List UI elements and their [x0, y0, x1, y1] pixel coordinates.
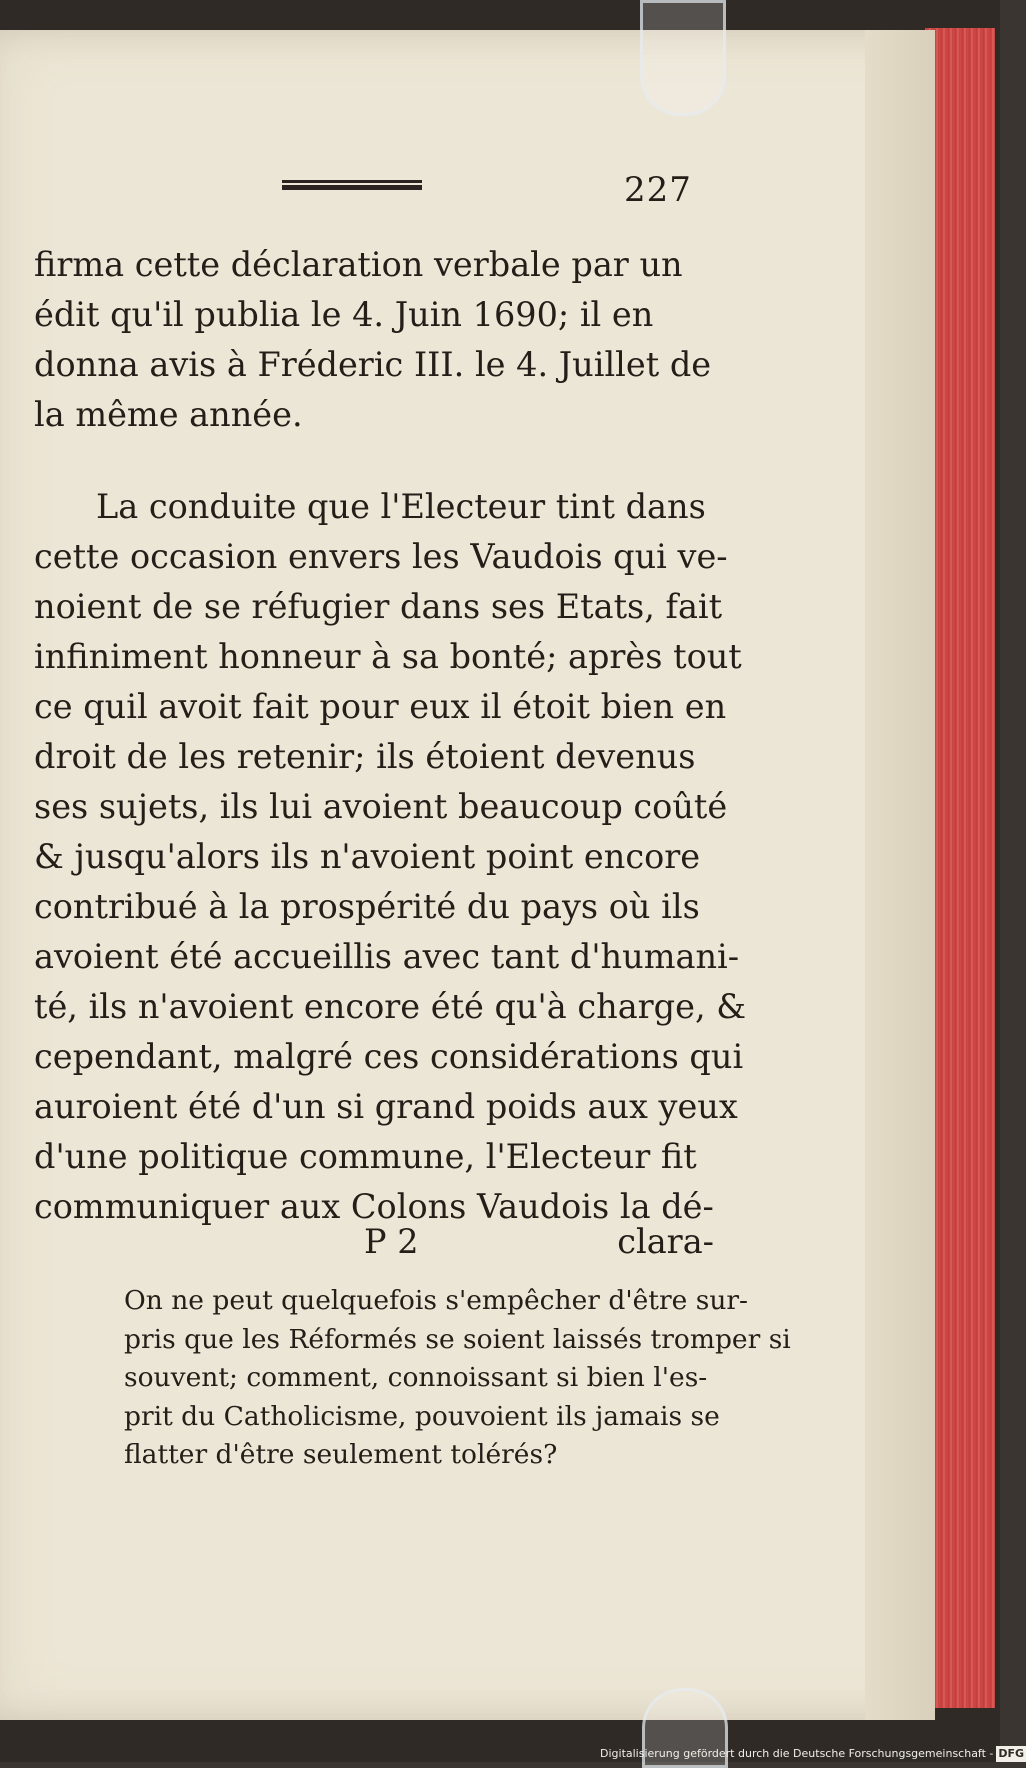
text-line: ses sujets, ils lui avoient beaucoup coûté — [34, 787, 728, 826]
text-line: contribué à la prospérité du pays où ils — [34, 887, 700, 926]
footnote-line: flatter d'être seulement tolérés? — [124, 1439, 558, 1470]
text-line: cette occasion envers les Vaudois qui ve- — [34, 537, 728, 576]
footnote — [124, 1282, 791, 1475]
text-line: d'une politique commune, l'Electeur fit — [34, 1137, 697, 1176]
text-line: firma cette déclaration verbale par un — [34, 245, 683, 284]
signature-row — [34, 1222, 714, 1272]
dfg-logo-icon: DFG — [998, 1747, 1025, 1760]
text-line: ce quil avoit fait pour eux il étoit bien en — [34, 687, 727, 726]
paragraph-gap — [34, 440, 694, 482]
footnote-line: On ne peut quelquefois s'empêcher d'être sur- — [124, 1285, 749, 1316]
footnote-line: prit du Catholicisme, pouvoient ils jamais se — [124, 1400, 720, 1432]
text-line: édit qu'il publia le 4. Juin 1690; il en — [34, 295, 654, 334]
footnote-line: souvent; comment, connoissant si bien l'es- — [124, 1362, 708, 1393]
catchword: clara- — [617, 1222, 714, 1261]
text-line: La conduite que l'Electeur tint dans — [96, 487, 706, 526]
credit-text: Digitalisierung gefördert durch die Deutsche Forschungsgemeinschaft - — [600, 1747, 994, 1760]
page-number: 227 — [624, 170, 692, 210]
text-line: cependant, malgré ces considérations qui — [34, 1037, 744, 1076]
text-line: communiquer aux Colons Vaudois la dé- — [34, 1187, 714, 1226]
body-text — [34, 240, 747, 1232]
text-line: infiniment honneur à sa bonté; après tout — [34, 637, 742, 676]
text-line: auroient été d'un si grand poids aux yeux — [34, 1087, 738, 1126]
text-line: la même année. — [34, 395, 303, 434]
page-clip-top — [640, 0, 726, 116]
text-line: droit de les retenir; ils étoient devenus — [34, 737, 696, 776]
digitization-credit — [600, 1746, 1025, 1762]
text-line: & jusqu'alors ils n'avoient point encore — [34, 837, 701, 876]
text-line: té, ils n'avoient encore été qu'à charge, & — [34, 987, 747, 1026]
footnote-line: pris que les Réformés se soient laissés tromper si — [124, 1323, 791, 1355]
page-gutter-shadow — [865, 30, 935, 1720]
text-line: donna avis à Fréderic III. le 4. Juillet de — [34, 345, 712, 384]
text-line: noient de se réfugier dans ses Etats, fait — [34, 587, 723, 626]
signature-mark: P 2 — [364, 1222, 419, 1261]
text-line: avoient été accueillis avec tant d'humani- — [34, 937, 740, 976]
header-rule — [282, 180, 422, 190]
book-fore-edge — [925, 28, 995, 1708]
